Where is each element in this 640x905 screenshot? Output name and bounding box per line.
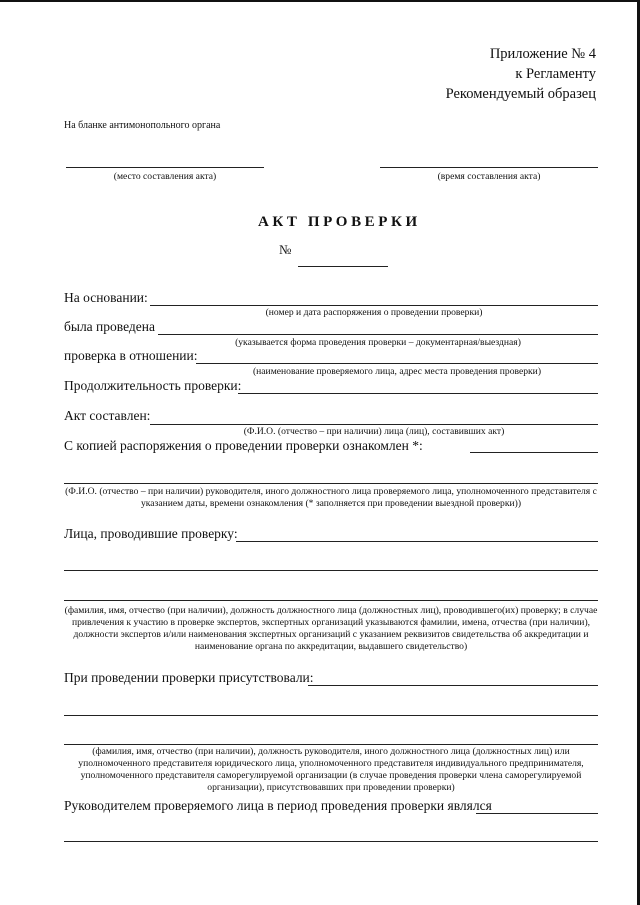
- appendix-sample-note: Рекомендуемый образец: [445, 86, 596, 102]
- present-line-3: [64, 744, 598, 745]
- act-number-sign: №: [279, 242, 292, 257]
- drafted-caption: (Ф.И.О. (отчество – при наличии) лица (лиц), составивших акт): [243, 426, 505, 437]
- copy-acquaint-label: С копией распоряжения о проведении проверки ознакомлен *:: [64, 438, 423, 453]
- basis-line: [150, 305, 598, 306]
- place-caption: (место составления акта): [113, 171, 217, 182]
- conducted-label: была проведена: [64, 319, 155, 334]
- inspectors-line-1: [236, 541, 598, 542]
- copy-acquaint-line-short: [470, 452, 598, 453]
- regarding-caption: (наименование проверяемого лица, адрес места проведения проверки): [252, 366, 542, 377]
- inspectors-label: Лица, проводившие проверку:: [64, 526, 238, 541]
- head-label: Руководителем проверяемого лица в период проведения проверки являлся: [64, 798, 492, 813]
- basis-caption: (номер и дата распоряжения о проведении проверки): [265, 307, 483, 318]
- conducted-line: [158, 334, 598, 335]
- time-caption: (время составления акта): [437, 171, 541, 182]
- document-title: АКТ ПРОВЕРКИ: [258, 214, 421, 230]
- place-line: [66, 167, 264, 168]
- drafted-label: Акт составлен:: [64, 408, 151, 423]
- appendix-regulation: к Регламенту: [515, 66, 596, 82]
- conducted-caption: (указывается форма проведения проверки – документарная/выездная): [235, 337, 521, 348]
- scan-edge-top: [0, 0, 640, 2]
- duration-line: [238, 393, 598, 394]
- inspectors-line-2: [64, 570, 598, 571]
- letterhead-note: На бланке антимонопольного органа: [64, 120, 221, 131]
- head-line-2: [64, 841, 598, 842]
- present-label: При проведении проверки присутствовали:: [64, 670, 314, 685]
- copy-acquaint-line: [64, 483, 598, 484]
- duration-label: Продолжительность проверки:: [64, 378, 242, 393]
- head-line: [476, 813, 598, 814]
- regarding-label: проверка в отношении:: [64, 348, 198, 363]
- present-line-1: [308, 685, 598, 686]
- appendix-number: Приложение № 4: [489, 46, 596, 62]
- inspectors-caption: (фамилия, имя, отчество (при наличии), должность должностного лица (должностных лиц), проводившего(их) проверку; в случае привлечения к участию в проверке экспертов, экспертных организаций указываются фамилии, имена, отчества (при наличии), должности экспертов и/или наименования экспертных организаций с указанием реквизитов свидетельства об аккредитации и наименование органа по аккредитации, выдавшего свидетельство): [64, 605, 598, 652]
- copy-acquaint-caption: (Ф.И.О. (отчество – при наличии) руководителя, иного должностного лица проверяемого лица, уполномоченного представителя с указанием даты, времени ознакомления (* заполняется при проведении выездной проверки)): [65, 486, 597, 509]
- act-number-line: [298, 266, 388, 267]
- drafted-line: [150, 424, 598, 425]
- present-line-2: [64, 715, 598, 716]
- time-line: [380, 167, 598, 168]
- present-caption: (фамилия, имя, отчество (при наличии), должность руководителя, иного должностного лица (должностных лиц) или уполномоченного представителя юридического лица, уполномоченного представителя индивидуального предпринимателя, уполномоченного представителя саморегулируемой организации (в случае проведения проверки члена саморегулируемой организации), присутствовавших при проведении проверки): [78, 746, 584, 793]
- basis-label: На основании:: [64, 290, 148, 305]
- inspectors-line-3: [64, 600, 598, 601]
- regarding-line: [196, 363, 598, 364]
